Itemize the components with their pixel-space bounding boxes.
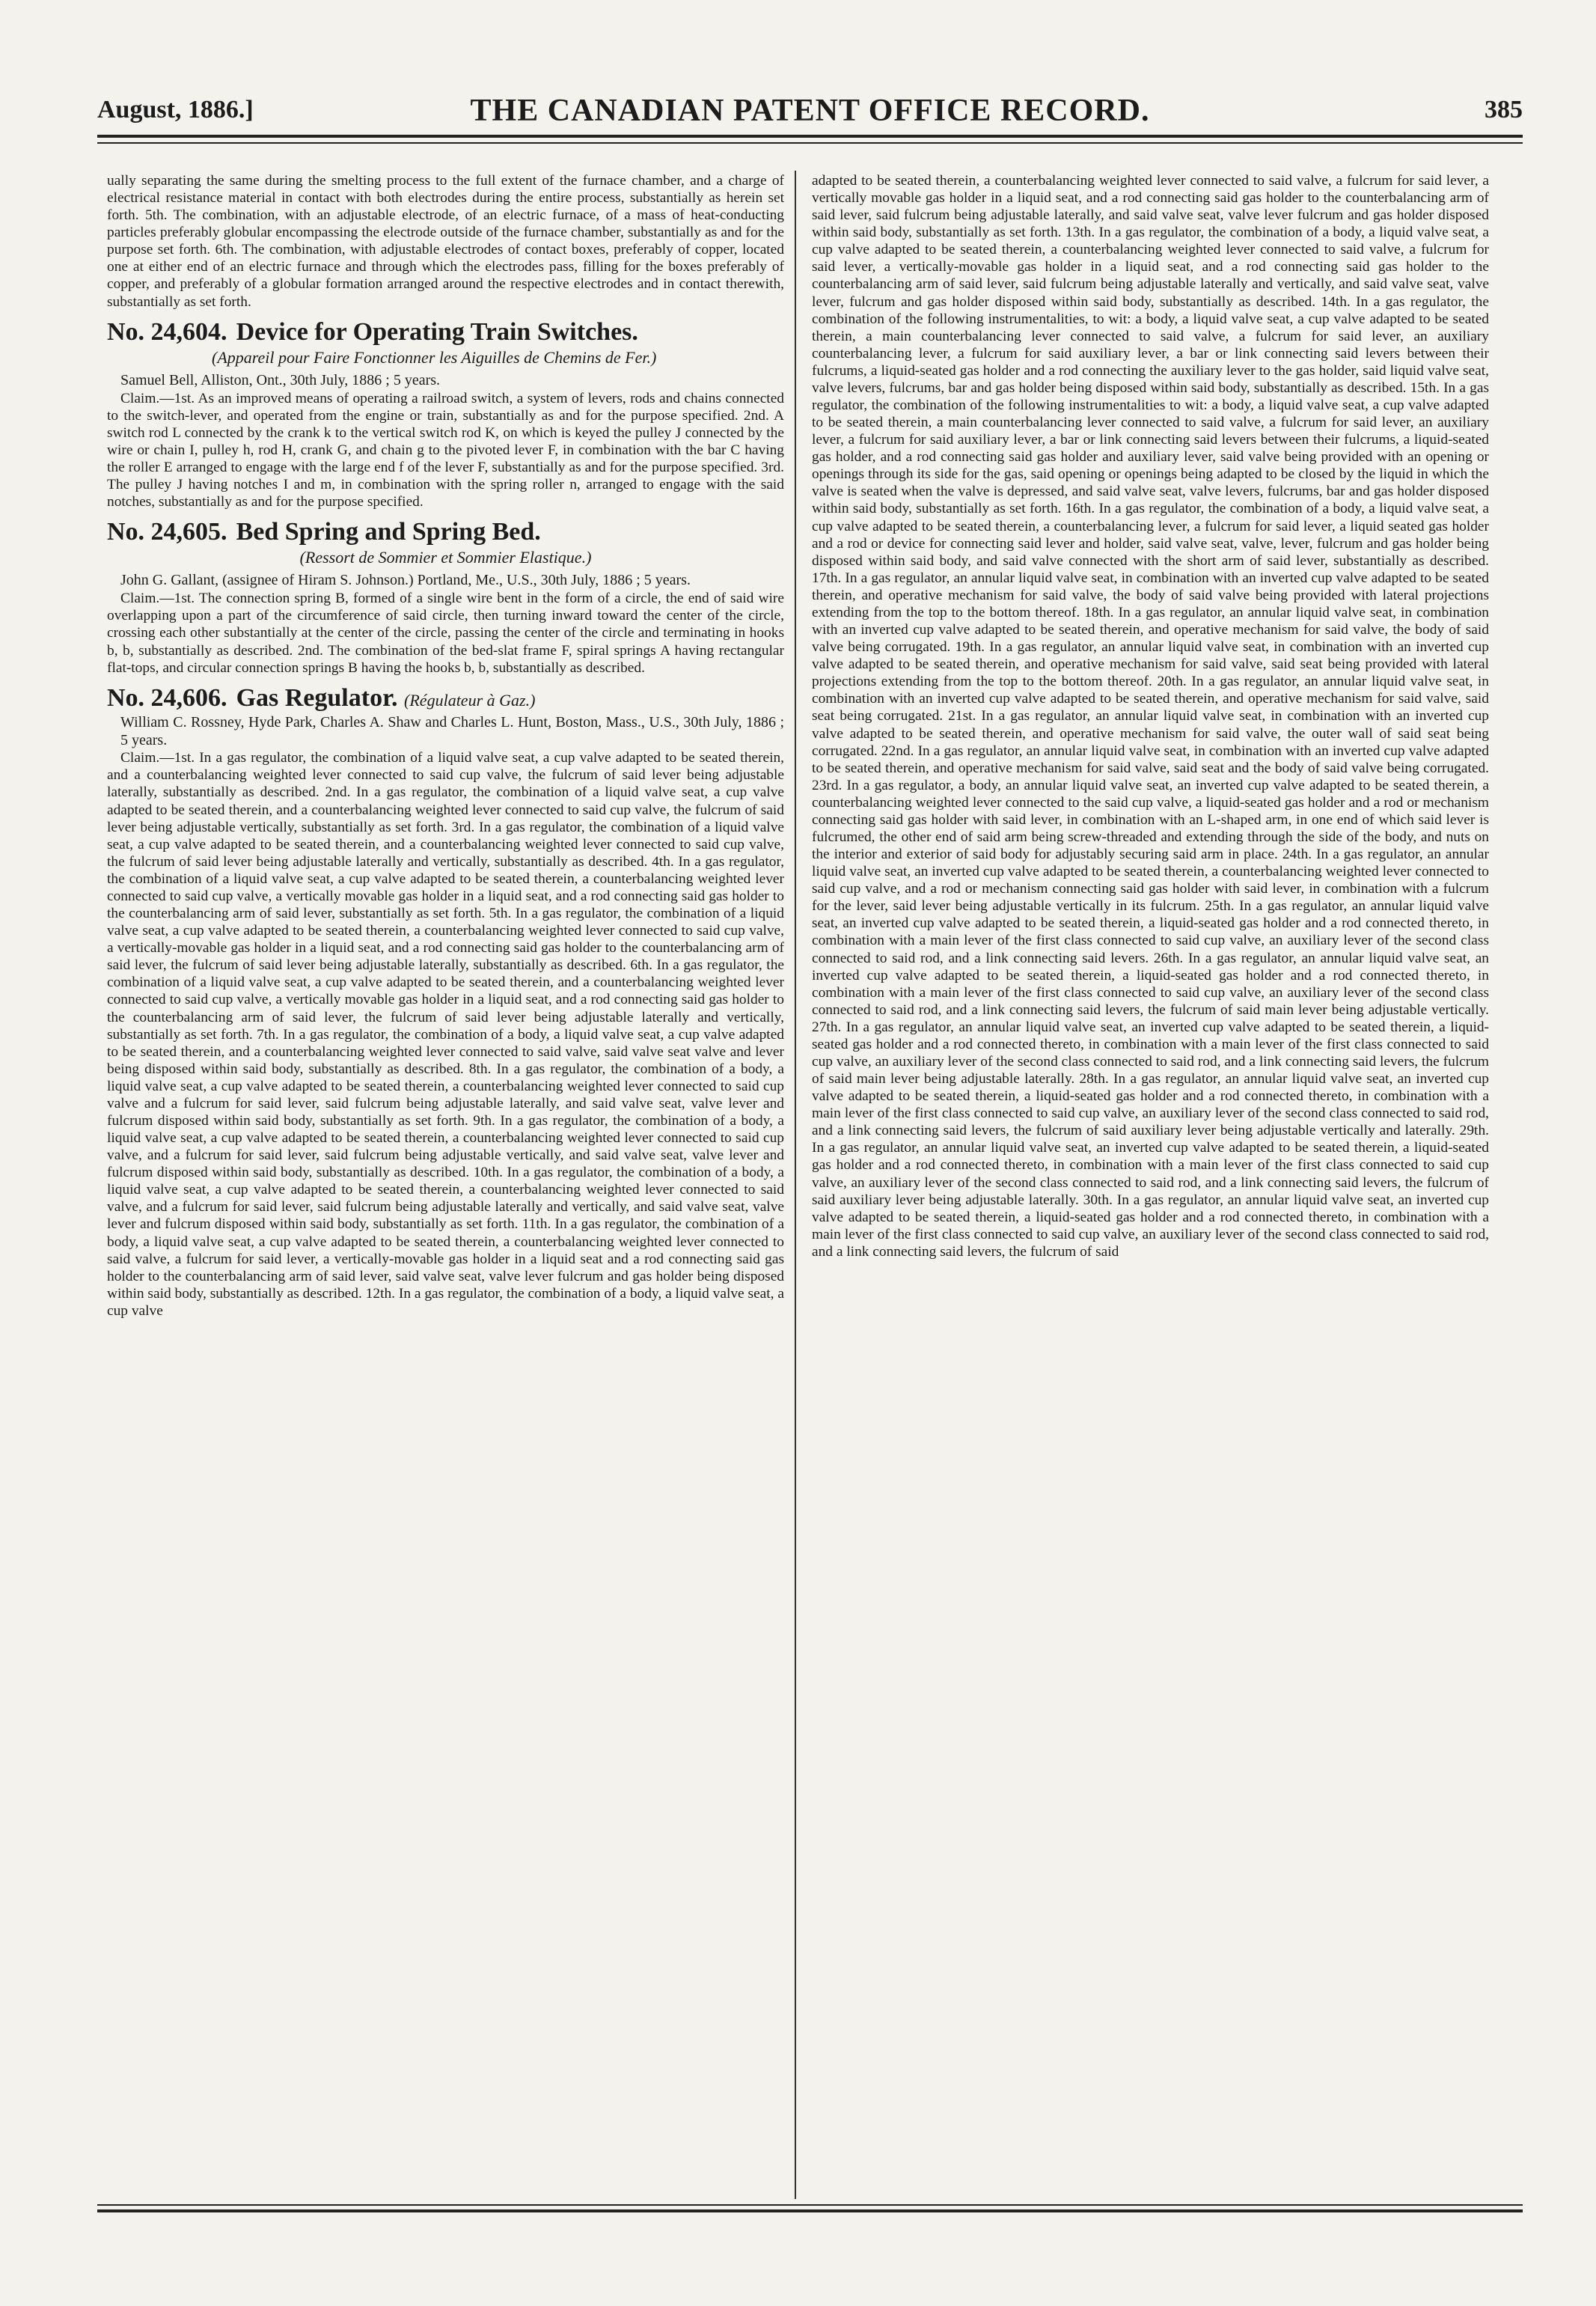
patent-heading-24606 [107,684,784,713]
patent-number: No. 24,605. [107,518,227,546]
patent-applicant: John G. Gallant, (assignee of Hiram S. Johnson.) Portland, Me., U.S., 30th July, 1886 ; 5 years. [120,572,691,589]
patent-title: Device for Operating Train Switches. [236,317,638,346]
patent-claims: Claim.—1st. In a gas regulator, the combination of a liquid valve seat, a cup valve adapted to be seated therein, and a counterbalancing weighted lever connected to said cup valve, the fulcrum of said lever being adjustable laterally, substantially as described. 2nd. In a gas regulator, the combination of a liquid valve seat, a cup valve adapted to be seated therein, and a counterbalancing weighted lever connected to said cup valve, the fulcrum of said lever being adjustable vertically, substantially as set forth. 3rd. In a gas regulator, the combination of a liquid valve seat, a cup valve adapted to be seated therein, and a counterbalancing weighted lever connected to said cup valve, the fulcrum of said lever being adjustable laterally and vertically, substantially as described. 4th. In a gas regulator, the combination of a liquid valve seat, a cup valve adapted to be seated therein, a counterbalancing weighted lever connected to said cup valve, a vertically movable gas holder in a liquid seat, and a rod connecting said gas holder to the counterbalancing arm of said lever, substantially as set forth. 5th. In a gas regulator, the combination of a liquid valve seat, a cup valve adapted to be seated therein, a counterbalancing weighted lever connected to said cup valve, a vertically-movable gas holder in a liquid seat, and a rod connecting said gas holder to the counterbalancing arm of said lever, the fulcrum of said lever being adjustable laterally, substantially as described. 6th. In a gas regulator, the combination of a liquid valve seat, a cup valve adapted to be seated therein, and a counterbalancing weighted lever connected to said cup valve, a vertically movable gas holder in a liquid seat, and a rod connecting said gas holder to the counterbalancing arm of said lever, the fulcrum of said lever being adjustable laterally and vertically, substantially as set forth. 7th. In a gas regulator, the combination of a body, a liquid valve seat, a cup valve adapted to be seated therein, and a counterbalancing weighted lever connected to said valve, said valve seat valve and lever being disposed within said body, substantially as described. 8th. In a gas regulator, the combination of a body, a liquid valve seat, a cup valve adapted to be seated therein, a counterbalancing weighted lever connected to said cup valve and a fulcrum for said lever, said fulcrum being adjustable laterally, and said valve seat, valve lever and fulcrum disposed within said body, substantially as set forth. 9th. In a gas regulator, the combination of a body, a liquid valve seat, a cup valve adapted to be seated therein, a counterbalancing weighted lever connected to said cup valve, and a fulcrum for said lever, said fulcrum being adjustable vertically, and said valve seat, valve lever and fulcrum disposed within said body, substantially as described. 10th. In a gas regulator, the combination of a body, a liquid valve seat, a cup valve adapted to be seated therein, a counterbalancing weighted lever connected to said valve, and a fulcrum for said lever, said fulcrum being adjustable laterally and vertically, and said valve seat, valve lever and fulcrum disposed within said body, substantially as set forth. 11th. In a gas regulator, the combination of a body, a liquid valve seat, a cup valve adapted to be seated therein, a counterbalancing weighted lever connected to said valve, a fulcrum for said lever, a vertically-movable gas holder in a liquid seat and a rod connecting said gas holder to the counterbalancing arm of said lever, said valve seat, valve lever fulcrum and gas holder being disposed within said body, substantially as described. 12th. In a gas regulator, the combination of a body, a liquid valve seat, a cup valve [107,750,784,1319]
left-column [107,172,784,2193]
continued-claims: adapted to be seated therein, a counterbalancing weighted lever connected to said valve, a fulcrum for said lever, a vertically movable gas holder in a liquid seat, and a rod connecting said gas holder to the counterbalancing arm of said lever, said fulcrum being adjustable laterally, and said valve seat, valve lever fulcrum and gas holder disposed within said body, substantially as set forth. 13th. In a gas regulator, the combination of a body, a liquid valve seat, a cup valve adapted to be seated therein, a counterbalancing weighted lever connected to said valve, a fulcrum for said lever, a vertically-movable gas holder in a liquid seat, and a rod connecting said gas holder to the counterbalancing arm of said lever, said fulcrum being adjustable laterally and vertically, and said valve seat, valve lever, fulcrum and gas holder disposed within said body, substantially as described. 14th. In a gas regulator, the combination of the following instrumentalities, to wit: a body, a liquid valve seat, a cup valve adapted to be seated therein, a main counterbalancing lever connected to said valve, a fulcrum for said lever, an auxiliary counterbalancing lever, a fulcrum for said auxiliary lever, a bar or link connecting said levers between their fulcrums, a liquid-seated gas holder and a rod connecting the auxiliary lever to the gas holder, said liquid valve seat, valve levers, fulcrums, bar and gas holder being disposed within said body, substantially as described. 15th. In a gas regulator, the combination of the following instrumentalities to wit: a body, a liquid valve seat, a cup valve adapted to be seated therein, a main counterbalancing lever connected to said valve, a fulcrum for said lever, an auxiliary lever, a fulcrum for said auxiliary lever, a bar or link connecting said levers between their fulcrums, a liquid-seated gas holder, and a rod connecting said gas holder and auxiliary lever, said valve being provided with an opening or openings through its side for the gas, said opening or openings being adapted to be closed by the liquid in which the valve is seated when the valve is depressed, and said valve seat, valve levers, fulcrums, bar and gas holder disposed within said body, substantially as set forth. 16th. In a gas regulator, the combination of a body, a liquid valve seat, a cup valve adapted to be seated therein, a counterbalancing lever, a fulcrum for said lever, a liquid seated gas holder and a rod or device for connecting said lever and holder, said valve seat, valve, lever, fulcrum and gas holder being disposed within said body, and said valve connected with the short arm of said lever, substantially as described. 17th. In a gas regulator, an annular liquid valve seat, in combination with an inverted cup valve adapted to be seated therein, and operative mechanism for said valve, the body of said valve being provided with lateral projections extending from the top to the bottom thereof. 18th. In a gas regulator, an annular liquid valve seat, in combination with an inverted cup valve adapted to be seated therein, and operative mechanism for said valve, the body of said valve being corrugated. 19th. In a gas regulator, an annular liquid valve seat, in combination with an inverted cup valve adapted to be seated therein, and operative mechanism for said valve, said seat being provided with lateral projections extending from the top to the bottom thereof. 20th. In a gas regulator, an annular liquid valve seat, in combination with an inverted cup valve adapted to be seated therein, and operative mechanism for said valve, said seat being corrugated. 21st. In a gas regulator, an annular liquid valve seat, in combination with an inverted cup valve adapted to be seated therein, and operative mechanism for said valve, the outer wall of said seat being corrugated. 22nd. In a gas regulator, an annular liquid valve seat, in combination with an inverted cup valve adapted to be seated therein, and operative mechanism for said valve, said seat and the body of said valve being corrugated. 23rd. In a gas regulator, a body, an annular liquid valve seat, an inverted cup valve adapted to be seated therein, a counterbalancing weighted lever connected to the said cup valve, a liquid-seated gas holder and a rod or mechanism connecting said gas holder with said lever, in combination with an L-shaped arm, in one end of which said lever is fulcrumed, the other end of said arm being screw-threaded and extending through the side of the body, and nuts on the interior and exterior of said body for adjustably securing said arm in place. 24th. In a gas regulator, an annular liquid valve seat, an inverted cup valve adapted to be seated therein, a counterbalancing weighted lever connected to said cup valve, and a rod or mechanism connecting said gas holder with said lever, in combination with a fulcrum for the lever, said lever being adjustable vertically in its fulcrum. 25th. In a gas regulator, an annular liquid valve seat, an inverted cup valve adapted to be seated therein, a liquid-seated gas holder and a rod connected thereto, in combination with a main lever of the first class connected to said cup valve, an auxiliary lever of the second class connected to said rod, and a link connecting said levers. 26th. In a gas regulator, an annular liquid valve seat, an inverted cup valve adapted to be seated therein, a liquid-seated gas holder and a rod connected thereto, in combination with a main lever of the first class connected to said cup valve, an auxiliary lever of the second class connected to said rod, and a link connecting said levers, the fulcrum of said main lever being adjustable vertically. 27th. In a gas regulator, an annular liquid valve seat, an inverted cup valve adapted to be seated therein, a liquid-seated gas holder and a rod connected thereto, in combination with a main lever of the first class connected to said cup valve, an auxiliary lever of the second class connected to said rod, and a link connecting said levers, the fulcrum of said main lever being adjustable laterally. 28th. In a gas regulator, an annular liquid valve seat, an inverted cup valve adapted to be seated therein, a liquid-seated gas holder and a rod connected thereto, in combination with a main lever of the first class connected to said cup valve, an auxiliary lever of the second class connected to said rod, and a link connecting said levers, the fulcrum of said auxiliary lever being adjustable vertically and laterally. 29th. In a gas regulator, an annular liquid valve seat, an inverted cup valve adapted to be seated therein, a liquid-seated gas holder and a rod connected thereto, in combination with a main lever of the first class connected to said cup valve, an auxiliary lever of the second class connected to said rod, and a link connecting said levers, the fulcrum of said auxiliary lever being adjustable laterally. 30th. In a gas regulator, an annular liquid valve seat, an inverted cup valve adapted to be seated therein, a liquid-seated gas holder and a rod connected thereto, in combination with a main lever of the first class connected to said cup valve, an auxiliary lever of the second class connected to said rod, and a link connecting said levers, the fulcrum of said [812,173,1489,1260]
patent-number: No. 24,604. [107,317,227,346]
patent-applicant: Samuel Bell, Alliston, Ont., 30th July, 1886 ; 5 years. [120,371,441,388]
patent-heading-24605 [107,518,784,546]
patent-applicant: William C. Rossney, Hyde Park, Charles A. Shaw and Charles L. Hunt, Boston, Mass., U.S., 30th July, 1886 ; 5 years. [120,713,784,748]
patent-title: Bed Spring and Spring Bed. [236,518,541,546]
right-column [812,172,1489,2193]
footer-rule-thick [97,2209,1523,2212]
page-number: 385 [1485,96,1523,123]
footer-rule [97,2204,1523,2206]
patent-heading-24604 [107,318,784,347]
issue-date: August, 1886.] [97,96,254,123]
patent-french-title: (Appareil pour Faire Fonctionner les Aiguilles de Chemins de Fer.) [212,347,657,367]
patent-french-title: (Régulateur à Gaz.) [404,690,536,710]
patent-claims: Claim.—1st. As an improved means of operating a railroad switch, a system of levers, rods and chains connected to the switch-lever, and operated from the engine or train, substantially as and for the purpose specified. 2nd. A switch rod L connected by the crank k to the vertical switch rod K, on which is keyed the pulley J connected by the wire or chain I, pulley h, rod H, crank G, and chain g to the pivoted lever F, in combination with the bar C having the roller E arranged to engage with the large end f of the lever F, substantially as and for the purpose specified. 3rd. The pulley J having notches I and m, in combination with the spring roller n, arranged to engage with the said notches, substantially as and for the purpose specified. [107,390,784,510]
patent-claims: Claim.—1st. The connection spring B, formed of a single wire bent in the form of a circle, the end of said wire overlapping upon a part of the circumference of said circle, then turning inward toward the center of the circle, crossing each other substantially at the center of the circle, passing the center of the circle and terminating in hooks b, b, substantially as described. 2nd. The combination of the bed-slat frame F, spiral springs A having rectangular flat-tops, and circular connection springs B having the hooks b, b, substantially as described. [107,591,784,676]
continued-claims: ually separating the same during the smelting process to the full extent of the furnace chamber, and a charge of electrical resistance material in contact with both electrodes during the entire process, substantially as herein set forth. 5th. The combination, with an adjustable electrode, of an electric furnace, of a mass of heat-conducting particles preferably globular encompassing the electrode outside of the furnace chamber, substantially as and for the purpose set forth. 6th. The combination, with adjustable electrodes of contact boxes, preferably of copper, located one at either end of an electric furnace and through which the electrodes pass, filling for the boxes preferably of copper, and preferably of a globular formation arranged around the respective electrodes and in contact therewith, substantially as set forth. [107,173,784,310]
patent-french-title: (Ressort de Sommier et Sommier Elastique.) [299,548,592,567]
page-header [97,88,1523,133]
patent-title: Gas Regulator. [236,683,398,712]
header-rule-thin [97,142,1523,144]
column-divider [795,171,796,2199]
header-rule [97,135,1523,138]
publication-title: THE CANADIAN PATENT OFFICE RECORD. [470,94,1150,128]
patent-number: No. 24,606. [107,683,227,712]
